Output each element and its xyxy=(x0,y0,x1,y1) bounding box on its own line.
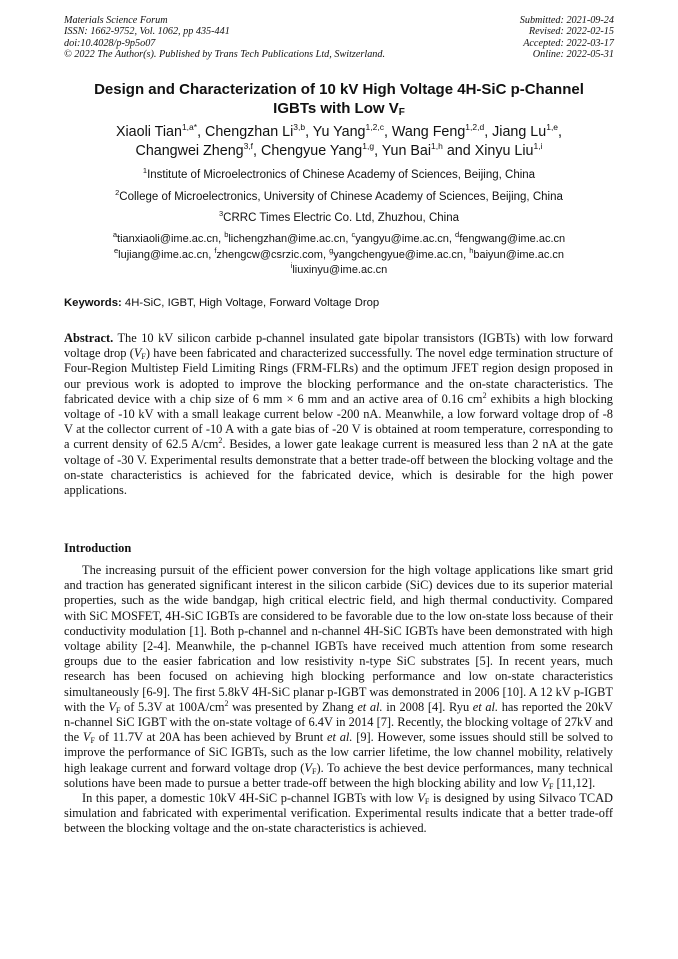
journal-header-left xyxy=(64,15,385,61)
email-mark: i xyxy=(290,261,293,271)
text-run: has reported the 20kV n-channel SiC IGBT with the on-state voltage of 6.4V in 2014 [7]. Recently, the blocking voltage of 27kV and the xyxy=(64,699,614,745)
italic-symbol: et al. xyxy=(472,699,499,714)
author-name: Changwei Zheng xyxy=(135,143,244,159)
section-heading-introduction: Introduction xyxy=(64,541,132,555)
text-run: ). To achieve the best device performances, many technical solutions have been made to pursue a better trade-off between the high blocking ability and low xyxy=(64,760,613,790)
italic-symbol: V xyxy=(108,699,116,714)
author-affiliation-mark: 1,i xyxy=(533,141,543,151)
email-address: liuxinyu@ime.ac.cn xyxy=(292,264,388,277)
email-address: yangyu@ime.ac.cn xyxy=(355,233,449,245)
affiliation-1: $^1$Institute of Microelectronics of Chinese Academy of Sciences, Beijing, China xyxy=(142,166,536,181)
email-mark: c xyxy=(351,230,356,239)
keywords xyxy=(64,296,614,310)
submitted-date: Submitted: 2021-09-24 xyxy=(519,15,614,26)
italic-symbol: V xyxy=(541,775,549,790)
revised-date: Revised: 2022-02-15 xyxy=(528,26,614,38)
text-run: was presented by Zhang xyxy=(228,699,358,714)
text-run: ) have been fabricated and characterized successfully. The novel edge termination structure of Four-Region Multistep Field Limiting Rings (FRM-FLRs) and the optimum JFET region design proposed in our previous work is adopted to improve the blocking performance and the on-state characteristics. The fabricated device with a chip size of 6 mm × 6 mm and an active area of 0.16 cm xyxy=(64,346,613,406)
email-address: fengwang@ime.ac.cn xyxy=(459,233,566,245)
italic-symbol: V xyxy=(417,791,425,806)
author-name: Jiang Lu xyxy=(492,124,547,140)
keywords-text: 4H-SiC, IGBT, High Voltage, Forward Voltage Drop xyxy=(124,297,380,309)
author-name: Xiaoli Tian xyxy=(115,124,182,140)
author-name: Chengyue Yang xyxy=(261,143,363,159)
intro-paragraph xyxy=(64,791,613,837)
text-run: in 2008 [4]. Ryu xyxy=(382,699,473,714)
author-affiliation-mark: 1,2,c xyxy=(365,122,384,132)
subscript: F xyxy=(115,705,121,715)
author-affiliation-mark: 1,a* xyxy=(181,122,198,132)
abstract xyxy=(64,331,613,498)
author-separator: , xyxy=(197,124,206,140)
introduction-body xyxy=(64,563,613,837)
journal-name: Materials Science Forum xyxy=(64,15,168,26)
italic-symbol: V xyxy=(304,760,312,775)
author-affiliation-mark: 1,g xyxy=(362,141,375,151)
paper-title xyxy=(60,80,618,122)
italic-symbol: et al. xyxy=(357,699,383,714)
copyright-line: © 2022 The Author(s). Published by Trans Tech Publications Ltd, Switzerland. xyxy=(64,49,386,61)
accepted-date: Accepted: 2022-03-17 xyxy=(523,37,614,49)
title-line-2: IGBTs with Low $V_F$ xyxy=(273,100,405,118)
author-affiliation-mark: 1,e xyxy=(546,122,559,132)
online-date: Online: 2022-05-31 xyxy=(532,49,614,61)
text-run: [11,12]. xyxy=(553,775,596,790)
intro-paragraph xyxy=(64,563,613,791)
journal-header-right xyxy=(520,15,614,61)
email-address: baiyun@ime.ac.cn xyxy=(473,248,565,261)
author-name: Yu Yang xyxy=(312,124,366,140)
text-run: exhibits a high blocking voltage of -10 kV with a small leakage current below -200 nA. Meanwhile, a low forward voltage drop of -8 V at the collector current of -10 A with a gate bias of -20 V is obtained at room temperature, corresponding to a current density of 62.5 A/cm xyxy=(64,391,613,452)
email-address: lujiang@ime.ac.cn xyxy=(118,248,209,261)
superscript: 2 xyxy=(224,698,229,708)
italic-symbol: V xyxy=(133,346,142,361)
italic-symbol: et al. xyxy=(327,730,353,745)
email-address: tianxiaoli@ime.ac.cn xyxy=(117,233,219,245)
email-address: yangchengyue@ime.ac.cn xyxy=(333,248,464,261)
keywords-label: Keywords: xyxy=(64,297,122,309)
author-affiliation-mark: 3,f xyxy=(243,141,254,151)
title-line-1: Design and Characterization of 10 kV High Voltage 4H-SiC p-Channel xyxy=(94,81,584,98)
author-separator: , xyxy=(253,143,261,159)
email-mark: b xyxy=(224,230,229,239)
author-emails: $^a$tianxiaoli@ime.ac.cn, $^b$lichengzhan@ime.ac.cn, $^c$yangyu@ime.ac.cn, $^d$fengwang@ime.ac.cn $^e$lujiang@ime.ac.cn, $^f$zhengcw@csrzic.com, $^g$yangchengyue@ime.ac.cn, $^h$baiyun@ime.ac.cn $^i$liuxinyu@ime.ac.cn xyxy=(112,230,566,277)
subscript: F xyxy=(141,352,146,362)
text-run: . Besides, a lower gate leakage current is measured less than 2 nA at the gate voltage of -30 V. Experimental results demonstrate that a better trade-off between the blocking voltage and the on-state characteristics is achieved for the fabricated device, which is desirable for the high power applications. xyxy=(64,437,614,498)
subscript: F xyxy=(90,736,95,746)
text-run: In this paper, a domestic 10kV 4H-SiC p-channel IGBTs with low xyxy=(82,791,418,806)
author-name: Chengzhan Li xyxy=(205,124,294,140)
superscript: 2 xyxy=(218,436,223,446)
doi-line: doi:10.4028/p-9p5o07 xyxy=(64,37,156,49)
author-separator: , xyxy=(305,124,313,140)
subscript: F xyxy=(311,766,317,776)
author-name: Yun Bai xyxy=(381,143,432,159)
italic-symbol: V xyxy=(82,730,91,745)
email-address: zhengcw@csrzic.com xyxy=(216,248,323,261)
author-separator: , xyxy=(383,124,392,140)
abstract-label: Abstract. xyxy=(64,331,114,345)
author-separator: , xyxy=(484,124,493,140)
text-run: of 11.7V at 20A has been achieved by Brunt xyxy=(94,730,328,745)
subscript: F xyxy=(548,781,554,791)
subscript: F xyxy=(424,797,430,807)
text-run: [9]. However, some issues should still be solved to improve the performance of SiC IGBTs, such as the low carrier lifetime, the low channel mobility, relatively high leakage current and forward voltage drop ( xyxy=(64,730,613,775)
text-run: is designed by using Silvaco TCAD simulation and fabricated with experimental verification. Experimental results indicate that a better trade-off between the blocking voltage and the on-state characteristics is achieved. xyxy=(64,791,614,836)
email-mark: a xyxy=(112,230,118,239)
affiliation-3: $^3$CRRC Times Electric Co. Ltd, Zhuzhou, China xyxy=(218,209,459,224)
email-mark: f xyxy=(214,245,217,255)
email-mark: h xyxy=(469,245,474,255)
email-mark: g xyxy=(329,245,334,255)
email-mark: e xyxy=(113,245,119,255)
author-separator: , xyxy=(374,143,382,159)
author-separator: , xyxy=(558,124,563,140)
email-address: lichengzhan@ime.ac.cn xyxy=(228,233,346,245)
issn-line: ISSN: 1662-9752, Vol. 1062, pp 435-441 xyxy=(64,26,230,38)
author-name: Wang Feng xyxy=(391,124,466,140)
text-run: The 10 kV silicon carbide p-channel insulated gate bipolar transistors (IGBTs) with low forward voltage drop ( xyxy=(64,331,613,361)
author-name: Xinyu Liu xyxy=(474,143,534,159)
author-affiliation-mark: 1,h xyxy=(431,141,443,151)
author-affiliation-mark: 1,2,d xyxy=(465,122,485,132)
author-affiliation-mark: 3,b xyxy=(293,122,306,132)
author-list xyxy=(50,123,628,161)
text-run: The increasing pursuit of the efficient power conversion for the high voltage applications like smart grid and traction has generated significant interest in the silicon carbide (SiC) devices due to its superior material properties, such as the wide bandgap, high critical electric field, and high thermal conductivity. Compared with SiC MOSFET, 4H-SiC IGBTs are considered to be favorable due to the low on-state loss because of their conductivity modulation [1]. Both p-channel and n-channel 4H-SiC IGBTs have been demonstrated with high voltage ability [2-4]. Meanwhile, the p-channel IGBTs have received much attention from some research groups due to the easier fabrication and low resistivity n-type SiC substrates [5]. In recent years, much research has been focused on achieving high blocking performance and low on-state characteristics simultaneously [6-9]. The first 5.8kV 4H-SiC planar p-IGBT was demonstrated in 2006 [10]. A 12 kV p-IGBT with the xyxy=(64,563,613,714)
affiliation-2: $^2$College of Microelectronics, University of Chinese Academy of Sciences, Beijing, China xyxy=(115,188,563,203)
superscript: 2 xyxy=(482,390,487,400)
author-separator: and xyxy=(442,143,475,159)
text-run: of 5.3V at 100A/cm xyxy=(120,699,225,714)
email-mark: d xyxy=(455,230,460,239)
